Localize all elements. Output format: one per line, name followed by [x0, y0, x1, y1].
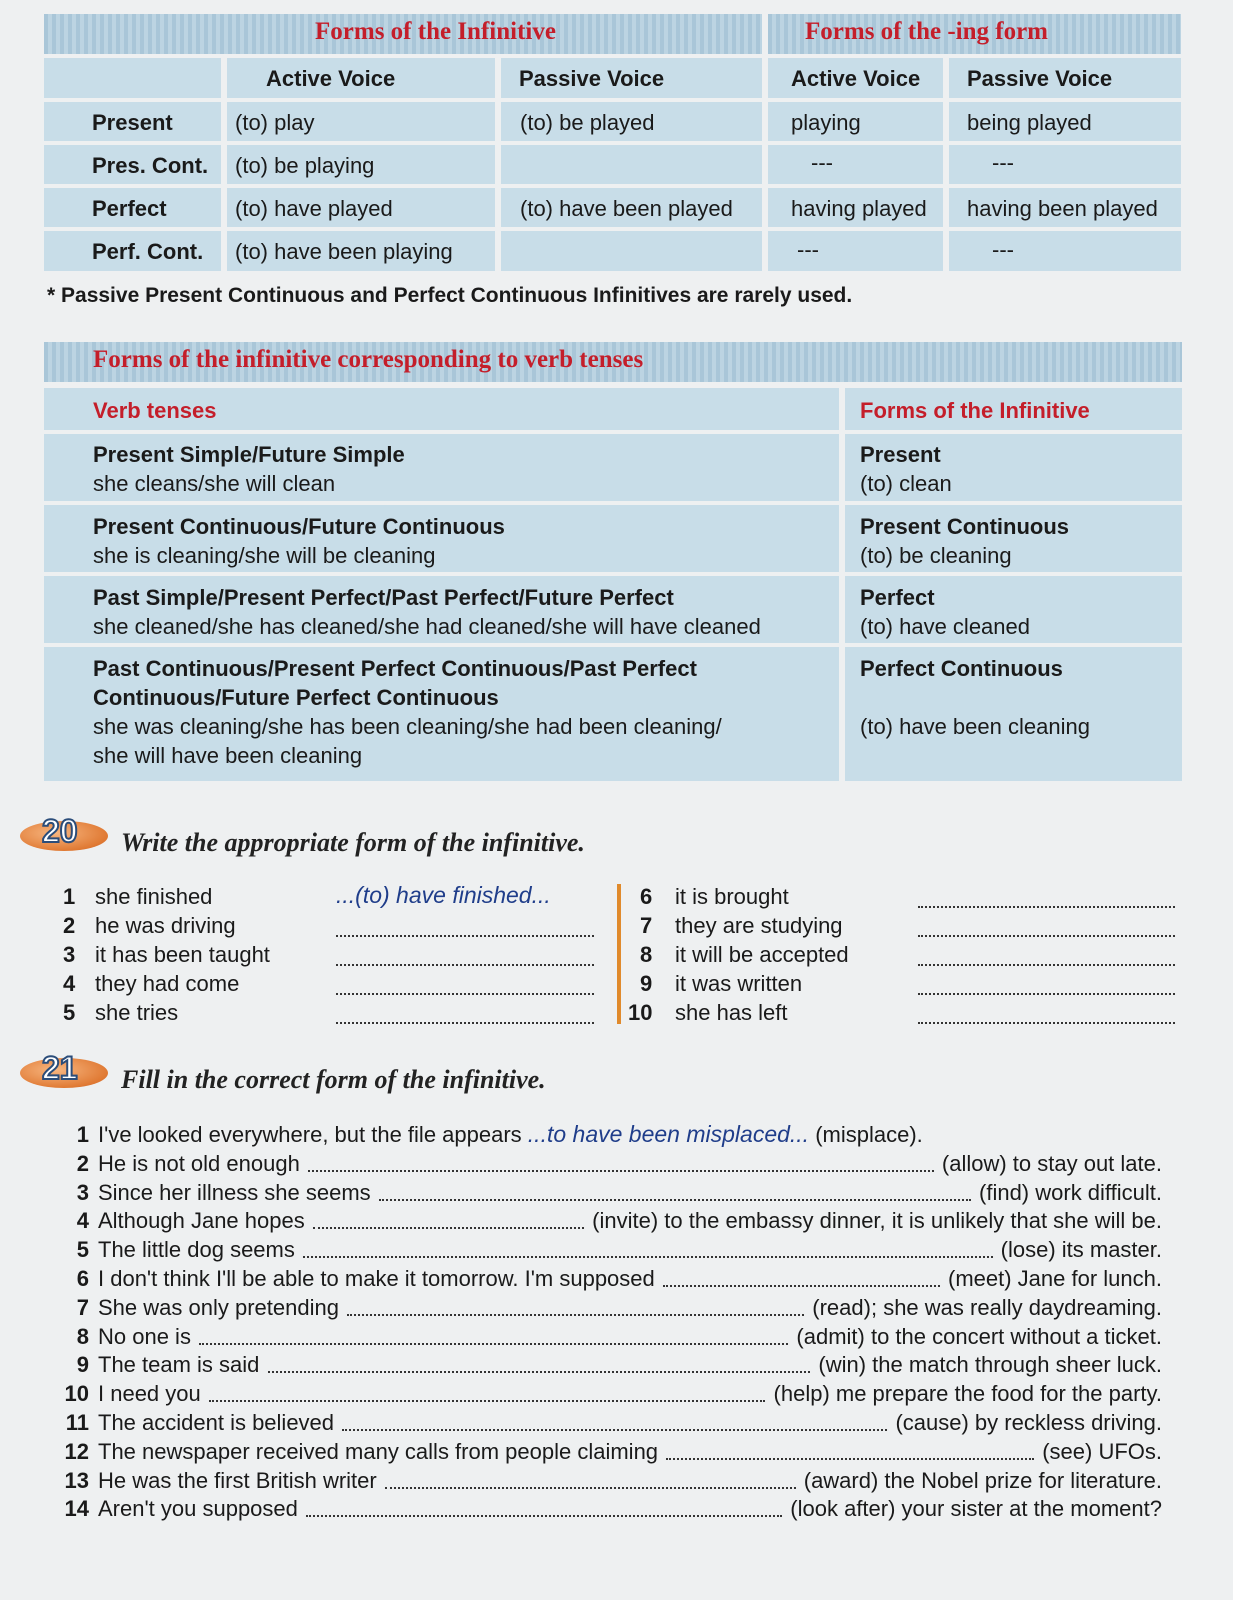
- tense-name: Present Continuous/Future Continuous: [93, 514, 505, 539]
- table-cell: ---: [811, 150, 833, 175]
- tense-name: Present Simple/Future Simple: [93, 442, 405, 467]
- list-item: [76, 1237, 1162, 1263]
- answer-blank[interactable]: [918, 1000, 1175, 1024]
- list-item: [76, 1294, 1162, 1321]
- row-label: Present: [92, 110, 173, 135]
- form-name: Perfect: [860, 585, 935, 610]
- answer-blank[interactable]: [385, 1486, 796, 1489]
- item-number: 7: [640, 913, 653, 938]
- list-item: [76, 1150, 1162, 1177]
- table-cell: (to) play: [235, 110, 315, 135]
- list-item: [64, 1381, 1162, 1407]
- column-divider: [617, 884, 621, 1024]
- exercise-number-badge: [20, 1052, 110, 1092]
- form-example: (to) have cleaned: [860, 614, 1030, 639]
- row-bg: [501, 145, 762, 184]
- answer-blank[interactable]: [918, 884, 1175, 908]
- item-prompt: he was driving: [95, 913, 236, 938]
- item-number: 6: [640, 884, 653, 909]
- item-number: 1: [63, 884, 76, 909]
- answer-blank[interactable]: [379, 1198, 971, 1201]
- item-number: 8: [640, 942, 653, 967]
- tense-example: she cleaned/she has cleaned/she had cleaned/she will have cleaned: [93, 614, 761, 639]
- item-hint: (see) UFOs.: [1036, 1438, 1162, 1464]
- list-item: [76, 1323, 1162, 1350]
- list-item: [76, 1208, 1162, 1234]
- item-number: 4: [63, 971, 76, 996]
- answer-blank[interactable]: [336, 913, 594, 937]
- table-cell: having been played: [967, 196, 1158, 221]
- item-hint: (look after) your sister at the moment?: [784, 1496, 1162, 1522]
- item-hint: (find) work difficult.: [972, 1179, 1162, 1205]
- item-number: 7: [76, 1294, 89, 1320]
- table-cell: (to) have been played: [520, 196, 733, 221]
- tense-example: she cleans/she will clean: [93, 471, 336, 496]
- item-number: 1: [76, 1122, 89, 1147]
- item-prompt: He is not old enough: [98, 1150, 306, 1176]
- item-number: 9: [76, 1352, 89, 1378]
- answer-blank[interactable]: [918, 942, 1175, 966]
- tense-example: she is cleaning/she will be cleaning: [93, 543, 436, 568]
- table-cell: ---: [992, 237, 1014, 262]
- item-prompt: it was written: [675, 971, 803, 996]
- item-hint: (help) me prepare the food for the party.: [767, 1381, 1162, 1407]
- item-prompt: it is brought: [675, 884, 789, 909]
- item-hint: (allow) to stay out late.: [935, 1150, 1162, 1176]
- item-prompt: she finished: [95, 884, 213, 909]
- row-bg: [501, 231, 762, 271]
- table-cell: ---: [992, 150, 1014, 175]
- table-cell: (to) have been playing: [235, 239, 453, 264]
- item-hint: (award) the Nobel prize for literature.: [797, 1467, 1162, 1493]
- item-prompt: The newspaper received many calls from people claiming: [98, 1438, 665, 1464]
- list-item: [76, 1352, 1162, 1378]
- item-prompt: No one is: [98, 1323, 198, 1349]
- item-number: 13: [64, 1467, 89, 1493]
- answer-blank[interactable]: [313, 1226, 584, 1229]
- tense-name-continued: Continuous/Future Perfect Continuous: [93, 685, 499, 710]
- item-prompt: she tries: [95, 1000, 179, 1025]
- item-answer: ...to have been misplaced...: [527, 1121, 810, 1147]
- item-number: 6: [76, 1266, 89, 1291]
- item-prompt: they are studying: [675, 913, 843, 938]
- exercise-title: Fill in the correct form of the infinitive.: [121, 1065, 546, 1094]
- item-number: 2: [63, 913, 76, 938]
- item-number: 2: [76, 1150, 89, 1176]
- corner-cell: [44, 58, 221, 98]
- ing-header: Forms of the -ing form: [805, 18, 1048, 45]
- list-item: [64, 1438, 1162, 1465]
- answer-blank[interactable]: [336, 1000, 594, 1024]
- item-prompt: She was only pretending: [98, 1294, 346, 1320]
- answer-blank[interactable]: [303, 1255, 993, 1258]
- item-hint: (win) the match through sheer luck.: [812, 1352, 1162, 1378]
- item-number: 8: [76, 1323, 89, 1349]
- row-label: Pres. Cont.: [92, 153, 209, 178]
- item-prompt: they had come: [95, 971, 240, 996]
- item-number: 5: [76, 1237, 89, 1263]
- row-bg: [768, 231, 943, 271]
- item-number: 4: [76, 1208, 89, 1234]
- item-prompt: The team is said: [98, 1352, 266, 1378]
- table-cell: having played: [791, 196, 927, 221]
- answer-blank[interactable]: [306, 1514, 782, 1517]
- item-number: 3: [76, 1179, 89, 1205]
- item-hint: (cause) by reckless driving.: [889, 1410, 1162, 1435]
- item-number: 9: [640, 971, 653, 996]
- exercise-title: Write the appropriate form of the infinitive.: [121, 828, 585, 857]
- item-hint: (meet) Jane for lunch.: [941, 1266, 1162, 1291]
- item-number: 12: [64, 1438, 89, 1464]
- tenses-header: Forms of the infinitive corresponding to verb tenses: [93, 346, 644, 373]
- tense-name: Past Continuous/Present Perfect Continuous/Past Perfect: [93, 656, 697, 681]
- item-number: 14: [64, 1496, 89, 1522]
- answer-blank[interactable]: [918, 971, 1175, 995]
- row-label: Perf. Cont.: [92, 239, 204, 264]
- infinitive-header: Forms of the Infinitive: [315, 18, 556, 45]
- item-hint: (invite) to the embassy dinner, it is unlikely that she will be.: [586, 1208, 1162, 1234]
- item-number: 3: [63, 942, 76, 967]
- item-prompt: Aren't you supposed: [98, 1496, 305, 1522]
- form-example: (to) have been cleaning: [860, 714, 1090, 739]
- form-name: Present: [860, 442, 941, 467]
- answer-blank[interactable]: [666, 1457, 1034, 1460]
- item-prompt: The little dog seems: [98, 1237, 301, 1263]
- item-prompt: Since her illness she seems: [98, 1179, 377, 1205]
- item-hint: (read); she was really daydreaming.: [806, 1294, 1162, 1320]
- list-item: [76, 1121, 1162, 1148]
- table-cell: (to) be played: [520, 110, 655, 135]
- item-prompt: He was the first British writer: [98, 1467, 383, 1493]
- item-prompt: I don't think I'll be able to make it tomorrow. I'm supposed: [98, 1266, 661, 1291]
- answer-blank[interactable]: [347, 1313, 804, 1316]
- form-example: (to) clean: [860, 471, 952, 496]
- item-prompt: it has been taught: [95, 942, 270, 967]
- col-passive-voice-ing: Passive Voice: [967, 66, 1113, 91]
- row-bg: [768, 145, 943, 184]
- col-verb-tenses: Verb tenses: [93, 398, 217, 423]
- item-number: 11: [65, 1410, 89, 1435]
- exercise-number: 20: [42, 813, 78, 849]
- footnote: * Passive Present Continuous and Perfect Continuous Infinitives are rarely used.: [47, 284, 853, 307]
- table-cell: ---: [797, 237, 819, 262]
- list-item: [65, 1410, 1162, 1436]
- answer-blank[interactable]: [336, 942, 594, 966]
- col-passive-voice: Passive Voice: [519, 66, 665, 91]
- table-cell: being played: [967, 110, 1092, 135]
- item-prompt: she has left: [675, 1000, 788, 1025]
- form-name: Perfect Continuous: [860, 656, 1063, 681]
- item-number: 10: [628, 1000, 653, 1025]
- row-label: Perfect: [92, 196, 167, 221]
- tense-example-continued: she will have been cleaning: [93, 743, 363, 768]
- item-prompt: Although Jane hopes: [98, 1208, 311, 1234]
- list-item: [76, 1179, 1162, 1206]
- answer-blank[interactable]: [663, 1284, 940, 1287]
- answer-blank[interactable]: [918, 913, 1175, 937]
- exercise-number-badge: [20, 815, 110, 855]
- col-forms-of-infinitive: Forms of the Infinitive: [860, 398, 1090, 423]
- item-hint: (lose) its master.: [994, 1237, 1162, 1263]
- col-active-voice: Active Voice: [266, 66, 396, 91]
- answer-blank[interactable]: [308, 1169, 934, 1172]
- list-item: [64, 1496, 1162, 1522]
- tense-name: Past Simple/Present Perfect/Past Perfect/Future Perfect: [93, 585, 674, 610]
- item-prompt: The accident is believed: [98, 1410, 341, 1435]
- tense-example: she was cleaning/she has been cleaning/she had been cleaning/: [93, 714, 722, 739]
- answer-blank[interactable]: [336, 971, 594, 995]
- table-cell: playing: [791, 110, 861, 135]
- form-name: Present Continuous: [860, 514, 1070, 539]
- answer-blank[interactable]: [342, 1428, 887, 1431]
- item-number: 5: [63, 1000, 76, 1025]
- item-prompt: I've looked everywhere, but the file appears: [98, 1122, 528, 1147]
- table-cell: (to) be playing: [235, 153, 375, 178]
- item-prompt: it will be accepted: [675, 942, 849, 967]
- item-hint: (misplace).: [809, 1122, 923, 1147]
- item-hint: (admit) to the concert without a ticket.: [790, 1323, 1162, 1349]
- item-number: 10: [64, 1381, 89, 1407]
- item-prompt: I need you: [98, 1381, 207, 1407]
- list-item: [76, 1266, 1162, 1292]
- answer-blank[interactable]: [268, 1370, 811, 1373]
- exercise-number: 21: [42, 1050, 78, 1086]
- answer-blank[interactable]: [199, 1342, 788, 1345]
- answer-blank[interactable]: [209, 1399, 766, 1402]
- table-cell: (to) have played: [235, 196, 393, 221]
- item-answer: ...(to) have finished...: [336, 882, 551, 908]
- form-example: (to) be cleaning: [860, 543, 1012, 568]
- col-active-voice-ing: Active Voice: [791, 66, 921, 91]
- row-bg: [949, 231, 1181, 271]
- list-item: [64, 1467, 1162, 1494]
- row-bg: [949, 145, 1181, 184]
